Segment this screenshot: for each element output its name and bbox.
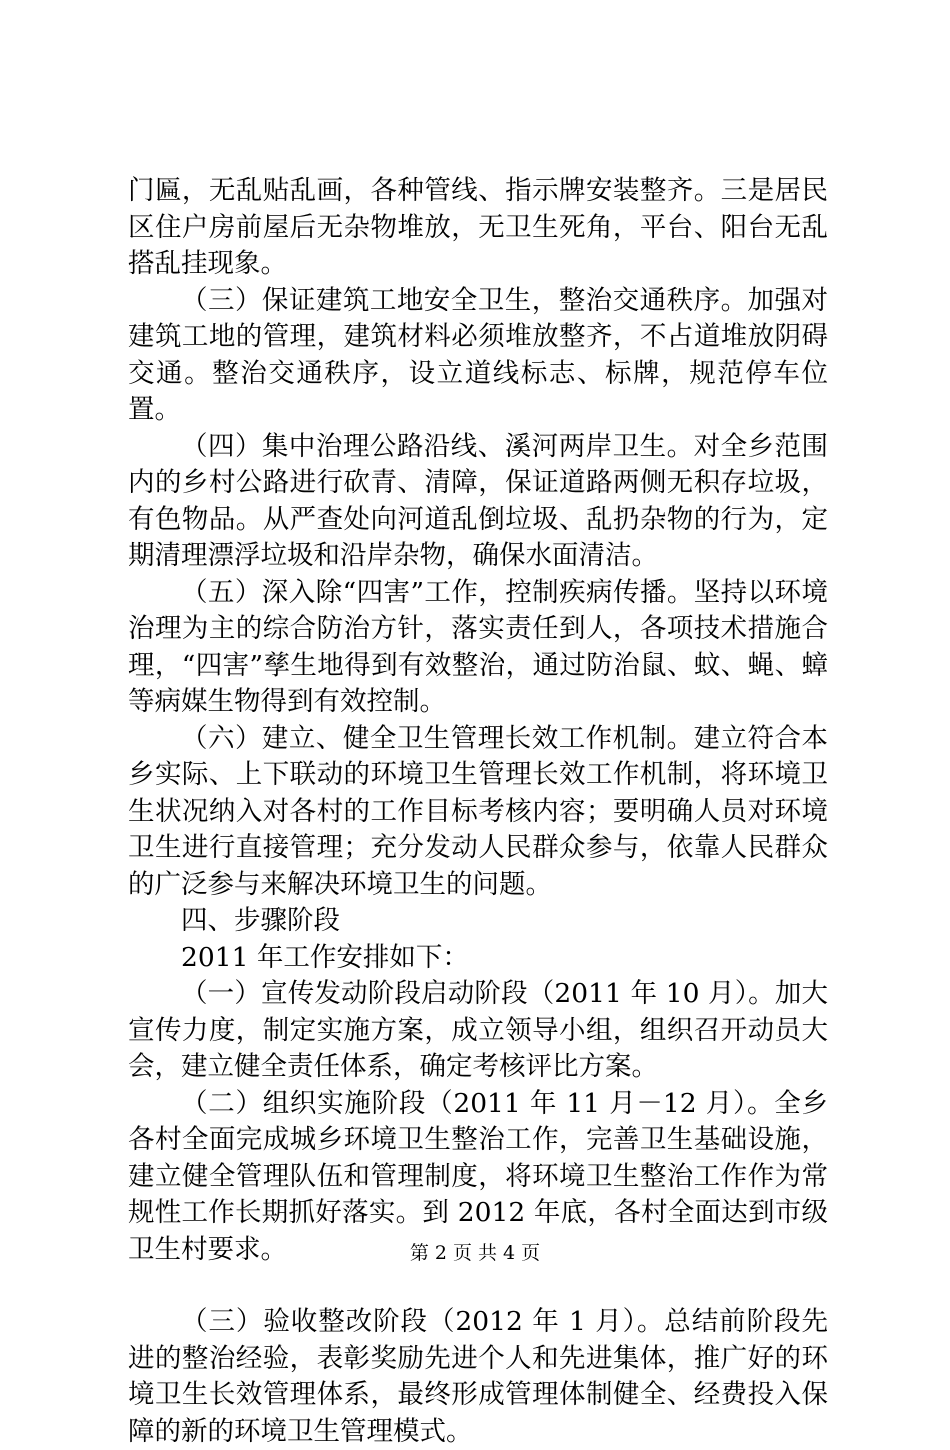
paragraph-continuation: 门匾，无乱贴乱画，各种管线、指示牌安装整齐。三是居民区住户房前屋后无杂物堆放，无卫生死角，平台、阳台无乱搭乱挂现象。 [128, 175, 828, 279]
paragraph-stage-3: （三）验收整改阶段（2012 年 1 月）。总结前阶段先进的整治经验，表彰奖励先进个人和先进集体，推广好的环境卫生长效管理体系，最终形成管理体制健全、经费投入保障的新的环境卫生管理模式。 [128, 1306, 828, 1447]
paragraph-gap [128, 1268, 828, 1304]
paragraph-section-6: （六）建立、健全卫生管理长效工作机制。建立符合本乡实际、上下联动的环境卫生管理长效工作机制，将环境卫生状况纳入对各村的工作目标考核内容；要明确人员对环境卫生进行直接管理；充分发动人民群众参与，依靠人民群众的广泛参与来解决环境卫生的问题。 [128, 722, 828, 900]
page-footer: 第 2 页 共 4 页 [409, 1242, 541, 1264]
paragraph-stage-2: （二）组织实施阶段（2011 年 11 月－12 月）。全乡各村全面完成城乡环境卫生整治工作，完善卫生基础设施，建立健全管理队伍和管理制度，将环境卫生整治工作作为常规性工作长期抓好落实。到 2012 年底，各村全面达到市级卫生村要求。 [128, 1087, 828, 1265]
paragraph-section-3: （三）保证建筑工地安全卫生，整治交通秩序。加强对建筑工地的管理，建筑材料必须堆放整齐，不占道堆放阴碍交通。整治交通秩序，设立道线标志、标牌，规范停车位置。 [128, 284, 828, 425]
paragraph-section-4: （四）集中治理公路沿线、溪河两岸卫生。对全乡范围内的乡村公路进行砍青、清障，保证道路两侧无积存垃圾，有色物品。从严查处向河道乱倒垃圾、乱扔杂物的行为，定期清理漂浮垃圾和沿岸杂物，确保水面清洁。 [128, 430, 828, 571]
paragraph-section-5: （五）深入除“四害”工作，控制疾病传播。坚持以环境治理为主的综合防治方针，落实责任到人，各项技术措施合理，“四害”孳生地得到有效整治，通过防治鼠、蚊、蝇、蟑等病媒生物得到有效控制。 [128, 576, 828, 717]
paragraph-2011-plan: 2011 年工作安排如下： [181, 941, 469, 973]
paragraph-stage-1: （一）宣传发动阶段启动阶段（2011 年 10 月）。加大宣传力度，制定实施方案，成立领导小组，组织召开动员大会，建立健全责任体系，确定考核评比方案。 [128, 978, 828, 1082]
heading-steps: 四、步骤阶段 [181, 905, 340, 936]
